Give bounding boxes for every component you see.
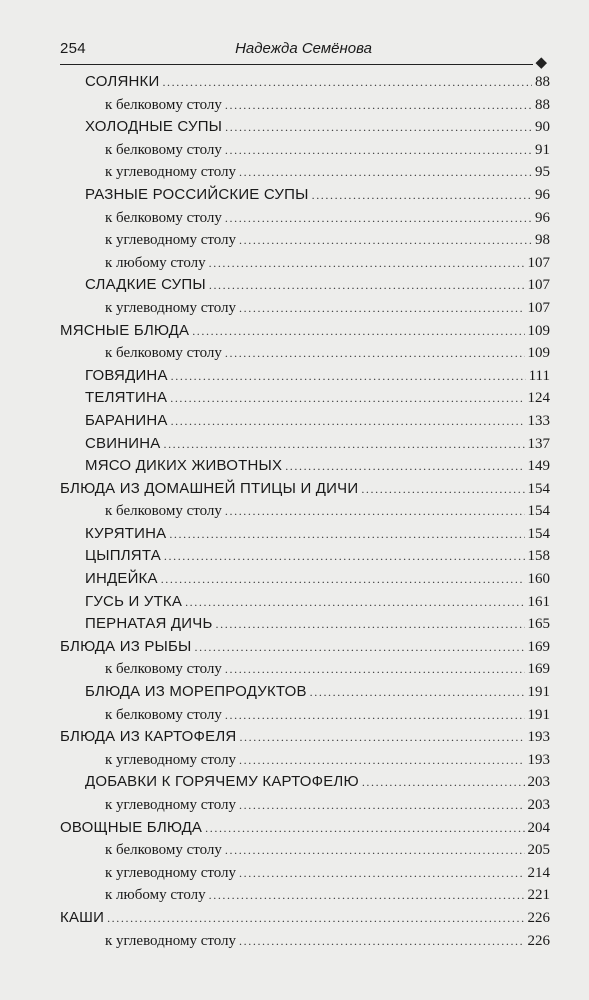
dot-leader <box>285 455 524 477</box>
toc-entry-title: МЯСО ДИКИХ ЖИВОТНЫХ <box>85 457 283 475</box>
toc-entry-page-number: 107 <box>527 299 550 316</box>
dot-leader <box>225 342 525 364</box>
toc-entry <box>60 207 550 230</box>
toc-entry-title: к углеводному столу <box>105 232 237 249</box>
toc-entry-title: к углеводному столу <box>105 299 237 316</box>
toc-entry <box>60 613 550 636</box>
toc-entry-title: к углеводному столу <box>105 164 237 181</box>
header-rule <box>60 64 533 65</box>
toc-entry-title: ПЕРНАТАЯ ДИЧЬ <box>85 615 213 633</box>
toc-entry <box>60 274 550 297</box>
toc-entry-page-number: 165 <box>527 616 550 633</box>
dot-leader <box>164 545 525 567</box>
dot-leader <box>171 410 525 432</box>
toc-entry <box>60 817 550 840</box>
toc-entry-page-number: 205 <box>527 842 550 859</box>
toc-entry <box>60 568 550 591</box>
toc-entry-title: ОВОЩНЫЕ БЛЮДА <box>60 818 203 836</box>
toc-entry-page-number: 124 <box>527 390 550 407</box>
dot-leader <box>239 297 524 319</box>
toc-entry-page-number: 149 <box>527 458 550 475</box>
toc-entry <box>60 907 550 930</box>
toc-entry <box>60 297 550 320</box>
toc-entry-page-number: 158 <box>527 548 550 565</box>
toc-entry <box>60 884 550 907</box>
toc-entry <box>60 410 550 433</box>
toc-entry-page-number: 154 <box>527 480 550 497</box>
toc-entry <box>60 636 550 659</box>
toc-entry-page-number: 95 <box>535 164 550 181</box>
dot-leader <box>225 94 532 116</box>
dot-leader <box>216 613 525 635</box>
toc-entry-page-number: 193 <box>527 729 550 746</box>
dot-leader <box>209 884 525 906</box>
toc-entry-title: к белковому столу <box>105 141 222 158</box>
dot-leader <box>163 433 524 455</box>
toc-entry-page-number: 193 <box>527 751 550 768</box>
dot-leader <box>239 794 524 816</box>
dot-leader <box>169 523 524 545</box>
toc-entry-page-number: 160 <box>527 571 550 588</box>
toc-entry-page-number: 221 <box>527 887 550 904</box>
dot-leader <box>361 478 524 500</box>
toc-entry-title: БЛЮДА ИЗ КАРТОФЕЛЯ <box>60 728 237 746</box>
toc-entry-title: к углеводному столу <box>105 932 237 949</box>
toc-entry <box>60 365 550 388</box>
toc-entry-title: к углеводному столу <box>105 797 237 813</box>
toc-entry-page-number: 111 <box>528 367 550 384</box>
dot-leader <box>239 862 524 884</box>
toc-entry <box>60 71 550 94</box>
toc-entry-title: ТЕЛЯТИНА <box>85 389 168 407</box>
dot-leader <box>185 591 524 613</box>
toc-entry <box>60 252 550 275</box>
toc-entry-page-number: 226 <box>527 909 550 926</box>
toc-entry <box>60 839 550 862</box>
toc-entry-page-number: 98 <box>535 232 550 249</box>
dot-leader <box>239 726 524 748</box>
dot-leader <box>310 681 525 703</box>
dot-leader <box>209 274 525 296</box>
toc-entry-title: к углеводному столу <box>105 864 237 881</box>
toc-entry-title: ИНДЕЙКА <box>85 570 158 588</box>
toc-entry <box>60 94 550 117</box>
toc-entry-title: к белковому столу <box>105 345 222 362</box>
toc-entry <box>60 771 550 794</box>
dot-leader <box>312 184 532 206</box>
toc-entry-title: к любому столу <box>105 254 206 271</box>
toc-entry-title: ХОЛОДНЫЕ СУПЫ <box>85 118 223 136</box>
toc-entry <box>60 930 550 953</box>
toc-entry-page-number: 203 <box>527 797 550 813</box>
table-of-contents <box>60 71 550 952</box>
toc-entry-title: СВИНИНА <box>85 434 161 452</box>
toc-entry-page-number: 214 <box>527 864 550 881</box>
toc-entry <box>60 433 550 456</box>
toc-entry-page-number: 191 <box>527 706 550 723</box>
page-number: 254 <box>60 40 86 57</box>
toc-entry-title: к белковому столу <box>105 209 222 226</box>
dot-leader <box>195 636 525 658</box>
dot-leader <box>225 658 525 680</box>
toc-entry-title: СОЛЯНКИ <box>85 73 160 90</box>
dot-leader <box>239 749 524 771</box>
dot-leader <box>239 161 532 183</box>
toc-entry-page-number: 191 <box>527 684 550 701</box>
toc-entry-page-number: 161 <box>527 593 550 610</box>
dot-leader <box>225 116 532 138</box>
toc-entry <box>60 681 550 704</box>
toc-entry-title: к белковому столу <box>105 503 222 520</box>
toc-entry-page-number: 107 <box>527 254 550 271</box>
dot-leader <box>171 365 526 387</box>
toc-entry-title: МЯСНЫЕ БЛЮДА <box>60 321 190 339</box>
dot-leader <box>225 500 525 522</box>
dot-leader <box>225 139 532 161</box>
page-header <box>60 38 547 64</box>
toc-entry-title: СЛАДКИЕ СУПЫ <box>85 276 206 294</box>
toc-entry-title: к белковому столу <box>105 706 222 723</box>
toc-entry <box>60 658 550 681</box>
toc-entry-title: РАЗНЫЕ РОССИЙСКИЕ СУПЫ <box>85 185 309 203</box>
toc-entry <box>60 455 550 478</box>
running-title: Надежда Семёнова <box>235 40 372 57</box>
toc-entry-title: к углеводному столу <box>105 751 237 768</box>
toc-entry-title: к белковому столу <box>105 96 222 113</box>
toc-entry-title: КУРЯТИНА <box>85 524 167 542</box>
toc-entry-page-number: 169 <box>527 661 550 678</box>
toc-entry-page-number: 109 <box>527 345 550 362</box>
toc-entry-page-number: 203 <box>527 774 550 791</box>
toc-entry <box>60 794 550 817</box>
toc-entry <box>60 116 550 139</box>
dot-leader <box>239 930 524 952</box>
toc-entry-title: к белковому столу <box>105 661 222 678</box>
toc-entry <box>60 726 550 749</box>
toc-entry <box>60 545 550 568</box>
toc-entry-title: БЛЮДА ИЗ ДОМАШНЕЙ ПТИЦЫ И ДИЧИ <box>60 479 359 497</box>
toc-entry-page-number: 133 <box>527 412 550 429</box>
toc-entry-page-number: 154 <box>527 525 550 542</box>
dot-leader <box>239 229 532 251</box>
toc-entry-page-number: 88 <box>535 96 550 113</box>
toc-entry-title: ДОБАВКИ К ГОРЯЧЕМУ КАРТОФЕЛЮ <box>85 773 359 791</box>
toc-entry-page-number: 96 <box>535 186 550 203</box>
toc-entry-page-number: 226 <box>527 932 550 949</box>
toc-entry <box>60 591 550 614</box>
toc-entry <box>60 229 550 252</box>
ornament-icon: ◆ <box>535 55 547 71</box>
toc-entry-title: КАШИ <box>60 908 105 926</box>
toc-entry-title: ГОВЯДИНА <box>85 366 168 384</box>
toc-entry-page-number: 91 <box>535 141 550 158</box>
toc-entry-page-number: 154 <box>527 503 550 520</box>
toc-entry-title: БЛЮДА ИЗ МОРЕПРОДУКТОВ <box>85 683 307 701</box>
toc-entry <box>60 320 550 343</box>
toc-entry <box>60 139 550 162</box>
toc-entry-title: БЛЮДА ИЗ РЫБЫ <box>60 637 192 655</box>
toc-entry-page-number: 96 <box>535 209 550 226</box>
toc-entry-page-number: 88 <box>535 74 550 90</box>
dot-leader <box>225 207 532 229</box>
dot-leader <box>225 704 525 726</box>
dot-leader <box>107 907 524 929</box>
toc-entry-title: ЦЫПЛЯТА <box>85 547 161 565</box>
dot-leader <box>225 839 525 861</box>
dot-leader <box>170 387 524 409</box>
toc-entry-page-number: 107 <box>527 277 550 294</box>
toc-entry <box>60 500 550 523</box>
toc-entry-page-number: 109 <box>527 322 550 339</box>
toc-entry-title: к белковому столу <box>105 842 222 859</box>
toc-entry-page-number: 169 <box>527 638 550 655</box>
toc-entry-title: к любому столу <box>105 887 206 904</box>
toc-entry <box>60 749 550 772</box>
dot-leader <box>192 320 524 342</box>
dot-leader <box>209 252 525 274</box>
toc-entry <box>60 704 550 727</box>
toc-entry <box>60 342 550 365</box>
toc-entry <box>60 161 550 184</box>
dot-leader <box>161 568 525 590</box>
dot-leader <box>162 71 532 93</box>
toc-entry-page-number: 204 <box>527 819 550 836</box>
toc-entry <box>60 478 550 501</box>
toc-entry-title: БАРАНИНА <box>85 411 168 429</box>
dot-leader <box>362 771 525 793</box>
toc-entry-page-number: 90 <box>535 119 550 136</box>
toc-entry <box>60 387 550 410</box>
toc-entry <box>60 862 550 885</box>
toc-entry <box>60 184 550 207</box>
toc-entry-title: ГУСЬ И УТКА <box>85 592 183 610</box>
toc-entry-page-number: 137 <box>527 435 550 452</box>
toc-entry <box>60 523 550 546</box>
dot-leader <box>205 817 524 839</box>
